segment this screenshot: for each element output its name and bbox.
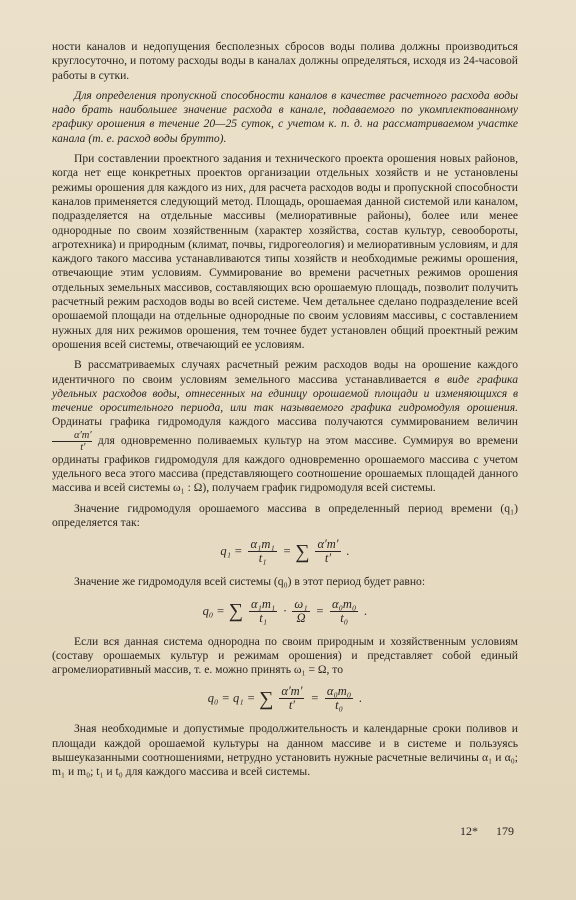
sum-symbol: ∑: [259, 687, 274, 710]
formula-1-fraction-2: [315, 538, 340, 565]
page-number: 179: [496, 824, 514, 838]
sum-symbol: ∑: [228, 600, 243, 622]
fraction-numerator: α′m′: [317, 537, 339, 552]
paragraph-8: Зная необходимые и допустимые продолжительность и календарные сроки поливов и площади каждой орошаемой культуры на данном массиве и в системе и пользуясь вышеуказанными соотношениями, нетрудно установить нужные расчетные величины α₁ и α₀; m₁ и m₀; t₁ и t₀ для каждого массива и всей системы.: [52, 722, 518, 779]
formula-2-lhs: q₀ =: [202, 603, 225, 618]
multiply-dot: ·: [283, 603, 287, 618]
formula-3-fraction-2: [325, 685, 353, 712]
formula-3: [52, 685, 518, 712]
paragraph-4-text-b: Ординаты графика гидромодуля каждого массива получаются суммированием величин: [52, 415, 518, 429]
equals-sign: =: [310, 691, 319, 706]
fraction-numerator: ω₁: [294, 596, 308, 611]
formula-2-fraction-1: [249, 598, 277, 625]
fraction-denominator: t′: [324, 551, 332, 566]
fraction-numerator: α′m′: [281, 684, 303, 699]
paragraph-4-italic: в виде графика удельных расходов воды, отнесенных на единицу орошаемой площади и изменяющихся в течение оросительного периода, или так называемого графика гидромодуля орошения.: [52, 372, 518, 415]
page-folio: [460, 824, 514, 839]
formula-1: [52, 538, 518, 565]
formula-end: .: [364, 603, 368, 618]
paragraph-7: Если вся данная система однородна по своим природным и хозяйственным условиям (составу орошаемых культур и режимам орошения) и представляет собой единый агромелиоративный массив, т. е. можно принять ω₁ = Ω, то: [52, 634, 518, 677]
fraction-numerator: α₀m₀: [332, 596, 357, 611]
signature-mark: 12*: [460, 824, 478, 838]
fraction-denominator: t₀: [340, 610, 349, 625]
fraction-denominator: t′: [288, 698, 296, 713]
fraction-numerator: α₁m₁: [251, 596, 276, 611]
fraction-numerator: α₀m₀: [326, 684, 352, 699]
paragraph-3: При составлении проектного задания и технического проекта орошения новых районов, когда нет еще конкретных проектов организации отдельных хозяйств и не установлены режимы орошения для каждого из них, для расчета расходов воды и пропускной способности каналов применяется следующий метод. Площадь, орошаемая данной системой или каналом, подразделяется на отдельные массивы (мелиоративные районы), более или менее однородные по своим хозяйственным (характер хозяйства, состав культур, севообороты, агротехника) и природным (климат, почвы, гидрогеология) и мелиоративным условиям, и для каждого такого массива устанавливаются типы хозяйств и необходимые режимы орошения, отвечающие этим условиям. Суммирование во времени расчетных режимов орошения отдельных земельных массивов, составляющих всю орошаемую площадь, позволит получить расчетный режим расходов воды во всей системе. Чем детальнее сделано подразделение всей орошаемой площади на отдельные однородные по своим условиям массивы, с составлением нужных для них режимов орошения, тем точнее будет установлен общий проектный режим орошения всей системы, отвечающий ее условиям.: [52, 152, 518, 351]
paragraph-4-text-a: В рассматриваемых случаях расчетный режим расходов воды на орошение каждого идентичного по своим условиям земельного массива устанавливается: [52, 358, 518, 386]
formula-3-lhs: q₀ = q₁ =: [207, 691, 256, 706]
paragraph-2-italic: [52, 89, 518, 146]
paragraph-4: [52, 358, 518, 495]
formula-end: .: [359, 691, 363, 706]
fraction-denominator: t₁: [258, 551, 267, 566]
italic-text: Для определения пропускной способности каналов в качестве расчетного расхода воды надо брать наибольшее значение расхода в канале, подаваемого по укомплектованному графику орошения в течение 20—25 суток, с учетом к. п. д. на рассматриваемом участке канала (т. е. расход воды брутто).: [52, 88, 518, 145]
formula-2-fraction-3: [330, 598, 358, 625]
fraction-denominator: Ω: [296, 610, 306, 625]
paragraph-5: Значение гидромодуля орошаемого массива в определенный период времени (q₁) определяется так:: [52, 501, 518, 529]
paragraph-6: Значение же гидромодуля всей системы (q₀) в этот период будет равно:: [74, 575, 426, 589]
fraction-denominator: t₀: [335, 698, 343, 713]
formula-2-fraction-2: [292, 598, 309, 625]
sum-symbol: ∑: [295, 540, 310, 563]
inline-fraction: [52, 430, 92, 453]
formula-end: .: [346, 544, 350, 559]
paragraph-1: ности каналов и недопущения бесполезных сбросов воды полива должны производиться круглосуточно, и потому расходы воды в каналах должны определяться, исходя из 24-часовой работы в сутки.: [52, 40, 518, 82]
formula-3-fraction-1: [279, 685, 304, 712]
fraction-numerator: α₁m₁: [250, 537, 275, 552]
fraction-denominator: t₁: [259, 610, 268, 625]
formula-2: [52, 598, 518, 625]
formula-1-lhs: q₁ =: [220, 544, 243, 559]
inline-fraction-denominator: t′: [80, 441, 86, 453]
inline-fraction-numerator: α′m′: [52, 430, 92, 442]
equals-sign: =: [315, 603, 325, 618]
formula-1-fraction-1: [248, 538, 276, 565]
equals-sign: =: [282, 544, 292, 559]
paragraph-4-text-c: для одновременно поливаемых культур на этом массиве. Суммируя во времени ординаты графиков гидромодуля для каждого одновременно орошаемого массива с учетом удельного веса этого массива (представляющего соотношение орошаемых площадей данного массива и всей системы ω₁ : Ω), получаем график гидромодуля всей системы.: [52, 433, 518, 495]
